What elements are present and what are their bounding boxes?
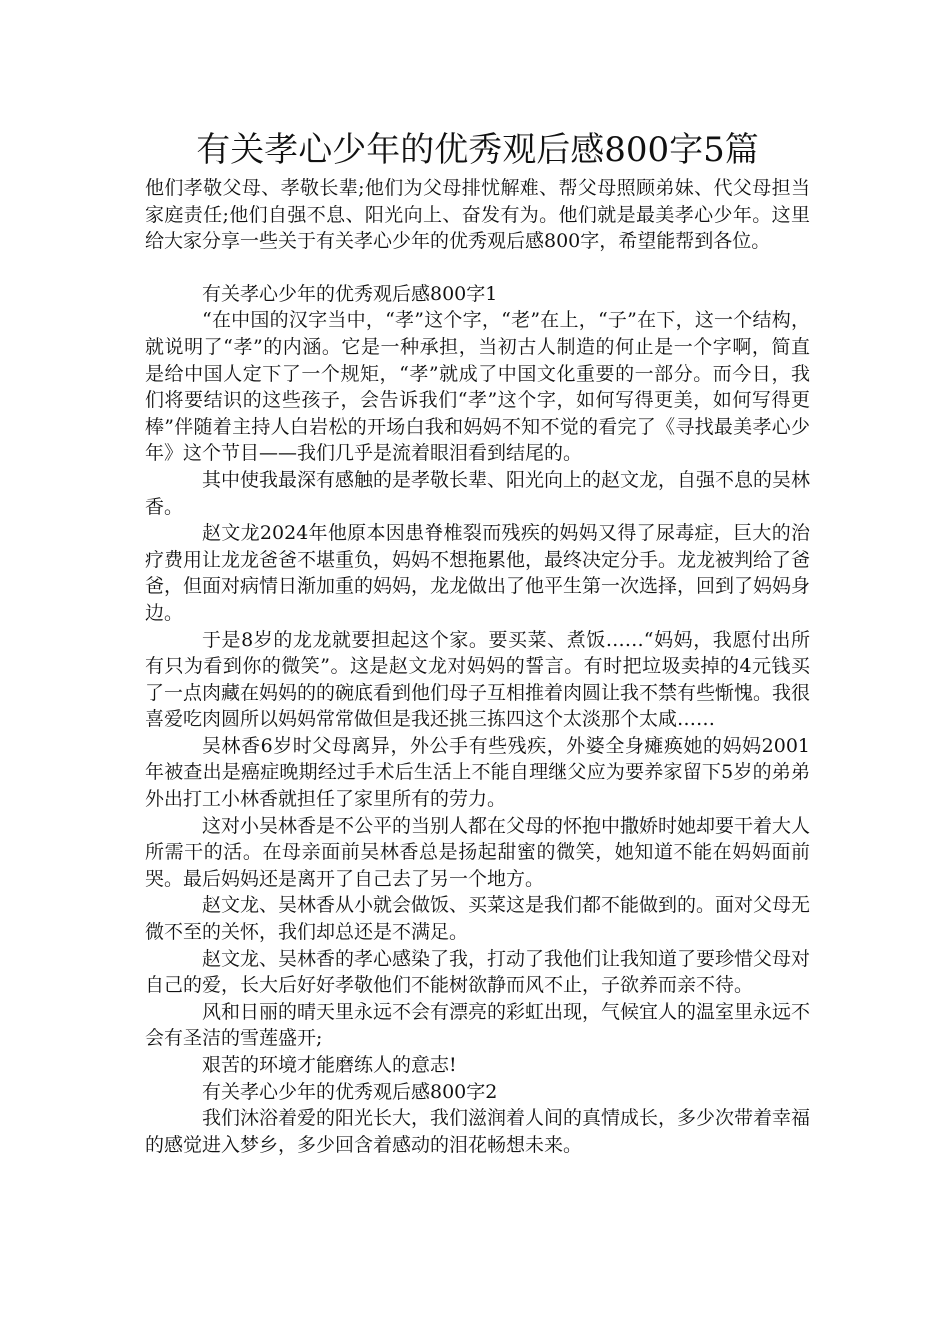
body-paragraph: 这对小吴林香是不公平的当别人都在父母的怀抱中撒娇时她却要干着大人所需干的活。在母亲面前吴林香总是扬起甜蜜的微笑，她知道不能在妈妈面前哭。最后妈妈还是离开了自己去了另一个地方。 — [145, 814, 811, 890]
body-paragraph: 吴林香6岁时父母离异，外公手有些残疾，外婆全身瘫痪她的妈妈2001年被查出是癌症晚期经过手术后生活上不能自理继父应为要养家留下5岁的弟弟外出打工小林香就担任了家里所有的劳力。 — [145, 734, 810, 811]
section-heading-1: 有关孝心少年的优秀观后感800字1 — [202, 282, 498, 305]
body-paragraph: 艰苦的环境才能磨练人的意志! — [202, 1054, 457, 1076]
body-paragraph: 赵文龙2024年他原本因患脊椎裂而残疾的妈妈又得了尿毒症，巨大的治疗费用让龙龙爸爸不堪重负，妈妈不想拖累他，最终决定分手。龙龙被判给了爸爸，但面对病情日渐加重的妈妈，龙龙做出了他平生第一次选择，回到了妈妈身边。 — [145, 522, 811, 624]
blank-line — [145, 255, 810, 281]
document-title: 有关孝心少年的优秀观后感800字5篇 — [196, 130, 759, 170]
body-paragraph: “在中国的汉字当中，“孝”这个字，“老”在上，“子”在下，这一个结构，就说明了“孝”的内涵。它是一种承担，当初古人制造的何止是一个字啊，简直是给中国人定下了一个规矩，“孝”就成了中国文化重要的一部分。而今日，我们将要结识的这些孩子，会告诉我们“孝”这个字，如何写得更美，如何写得更棒”伴随着主持人白岩松的开场白我和妈妈不知不觉的看完了《寻找最美孝心少年》这个节目——我们几乎是流着眼泪看到结尾的。 — [145, 309, 810, 465]
body-paragraph: 于是8岁的龙龙就要担起这个家。要买菜、煮饭……“妈妈，我愿付出所有只为看到你的微笑”。这是赵文龙对妈妈的誓言。有时把垃圾卖掉的4元钱买了一点肉藏在妈妈的的碗底看到他们母子互相推着肉圆让我不禁有些惭愧。我很喜爱吃肉圆所以妈妈常常做但是我还挑三拣四这个太淡那个太咸…… — [145, 628, 811, 731]
intro-paragraph: 他们孝敬父母、孝敬长辈;他们为父母排忧解难、帮父母照顾弟妹、代父母担当家庭责任;他们自强不息、阳光向上、奋发有为。他们就是最美孝心少年。这里给大家分享一些关于有关孝心少年的优秀观后感800字，希望能帮到各位。 — [145, 177, 810, 253]
body-paragraph: 赵文龙、吴林香的孝心感染了我，打动了我他们让我知道了要珍惜父母对自己的爱，长大后好好孝敬他们不能树欲静而风不止，子欲养而亲不待。 — [145, 947, 811, 997]
body-paragraph: 赵文龙、吴林香从小就会做饭、买菜这是我们都不能做到的。面对父母无微不至的关怀，我们却总还是不满足。 — [145, 894, 811, 944]
body-paragraph: 我们沐浴着爱的阳光长大，我们滋润着人间的真情成长，多少次带着幸福的感觉进入梦乡，多少回含着感动的泪花畅想未来。 — [145, 1107, 811, 1156]
document-page — [145, 125, 810, 1158]
section-heading-2: 有关孝心少年的优秀观后感800字2 — [202, 1080, 498, 1103]
body-paragraph: 其中使我最深有感触的是孝敬长辈、阳光向上的赵文龙，自强不息的吴林香。 — [145, 468, 811, 518]
body-paragraph: 风和日丽的晴天里永远不会有漂亮的彩虹出现，气候宜人的温室里永远不会有圣洁的雪莲盛开; — [145, 1000, 811, 1050]
